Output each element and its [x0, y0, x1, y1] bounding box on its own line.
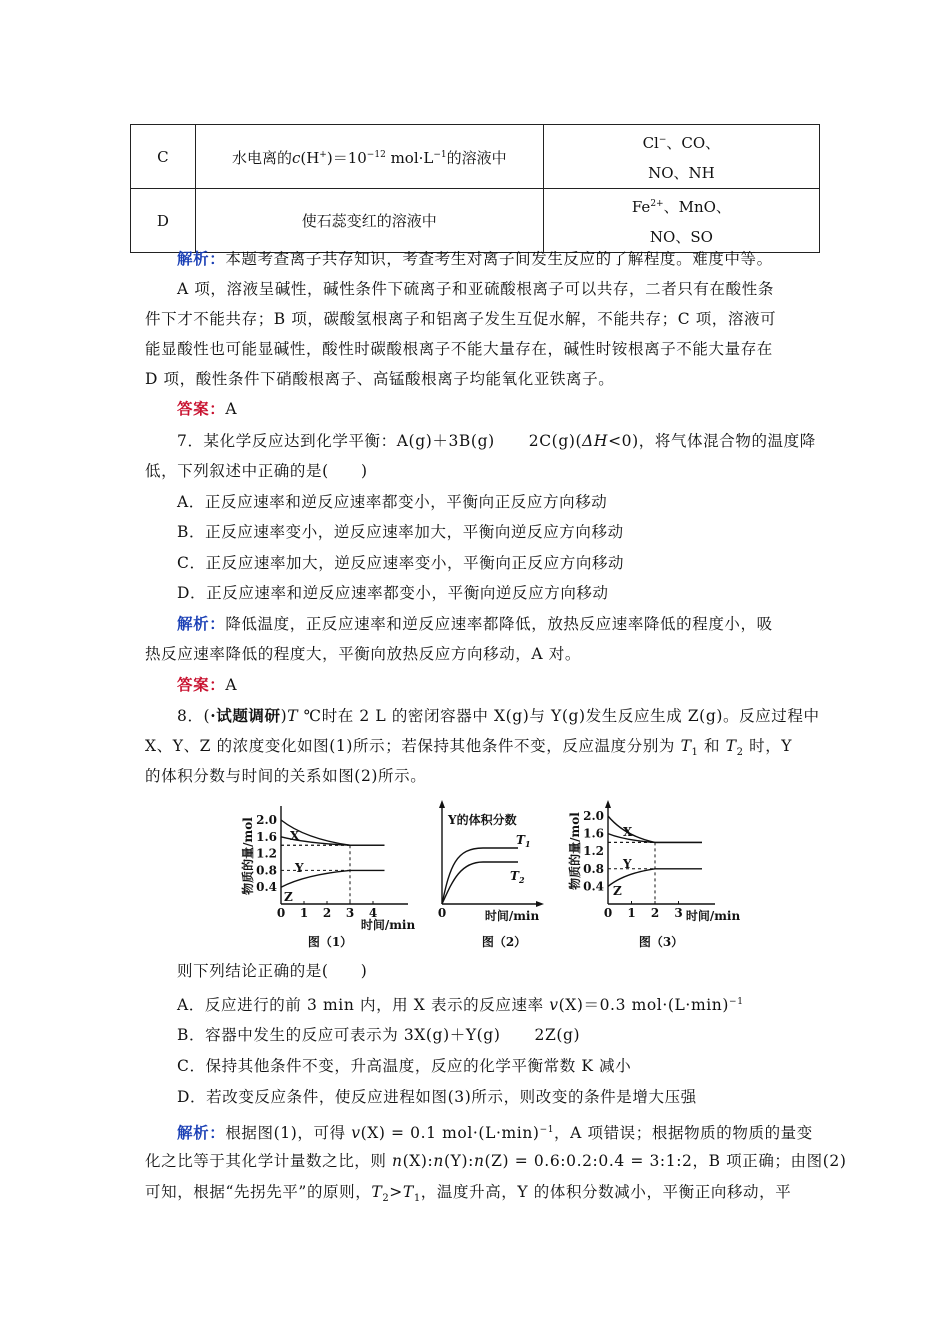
condition-cell: 水电离的$c(H^+)=10^{-12}$ $mol\cdot L^{-1}$的溶液中 — [195, 125, 543, 189]
x-tick-label: 2 — [650, 906, 660, 920]
table-row — [131, 189, 820, 253]
option-label: C — [131, 125, 196, 189]
fig2-y-arrow — [439, 800, 445, 808]
option-label: D — [131, 189, 196, 253]
fig1-xlabel: 时间/min — [360, 918, 416, 932]
q6-analysis-line: D 项，酸性条件下硝酸根离子、高锰酸根离子均能氧化亚铁离子。 — [145, 370, 615, 388]
q8-option-d: D．若改变反应条件，使反应进程如图(3)所示，则改变的条件是增大压强 — [177, 1088, 697, 1106]
q6-analysis-line: 件下才不能共存；B 项，碳酸氢根离子和铝离子发生互促水解，不能共存；C 项，溶液可 — [145, 310, 777, 328]
fig2-curve-t2 — [442, 862, 518, 904]
q8-analysis-line: 化之比等于其化学计量数之比，则 n(X):n(Y):n(Z) = 0.6:0.2:0.4 = 3:1:2，B 项正确；由图(2) — [145, 1152, 847, 1170]
y-tick-label: 1.2 — [583, 844, 604, 859]
q6-analysis-line: A 项，溶液呈碱性，碱性条件下硫离子和亚硫酸根离子可以共存，二者只有在酸性条 — [177, 280, 774, 298]
q7-option-c: C．正反应速率加大，逆反应速率变小，平衡向正反应方向移动 — [177, 554, 625, 572]
q6-analysis-line: 能显酸性也可能显碱性，酸性时碳酸根离子不能大量存在，碱性时铵根离子不能大量存在 — [145, 340, 773, 358]
y-tick-label: 0.4 — [583, 879, 604, 894]
fig2-ylabel: Y的体积分数 — [448, 813, 517, 827]
x-tick-label: 1 — [627, 906, 636, 920]
q6-answer: 答案：A — [177, 399, 238, 418]
q6-analysis: 解析：本题考查离子共存知识，考查考生对离子间发生反应的了解程度。难度中等。 — [177, 249, 773, 268]
fig2-origin: 0 — [437, 906, 447, 920]
x-tick-label: 2 — [322, 906, 332, 920]
figure-3 — [565, 796, 745, 954]
series-line-z — [608, 869, 702, 887]
q8-question: 则下列结论正确的是( ) — [177, 962, 368, 980]
y-tick-label: 1.6 — [583, 826, 604, 841]
fig3-label-y: Y — [623, 857, 632, 871]
fig2-xlabel: 时间/min — [484, 909, 540, 923]
fig1-ylabel: 物质的量/mol — [241, 817, 255, 895]
ions-cell: $Fe^{2+}$、MnO、 NO、SO — [543, 189, 819, 253]
fig3-caption: 图（3） — [638, 935, 684, 949]
fig3-label-z: Z — [613, 884, 622, 898]
x-tick-label: 4 — [368, 906, 378, 920]
q7-option-d: D．正反应速率和逆反应速率都变小，平衡向逆反应方向移动 — [177, 584, 609, 602]
x-tick-label: 3 — [345, 906, 355, 920]
q8-option-a: A．反应进行的前 3 min 内，用 X 表示的反应速率 v(X)＝0.3 $mol\cdot(L\cdot\min)^{-1}$ — [177, 996, 744, 1015]
y-tick-label: 0.4 — [256, 880, 277, 895]
fig1-label-z: Z — [284, 890, 293, 904]
q8-option-c: C．保持其他条件不变，升高温度，反应的化学平衡常数 K 减小 — [177, 1057, 632, 1075]
condition-cell: 使石蕊变红的溶液中 — [195, 189, 543, 253]
figure-2 — [428, 796, 553, 954]
fig2-label-t2: $T_2$ — [510, 869, 525, 885]
fig3-y-arrow — [605, 800, 611, 808]
x-tick-label: 3 — [674, 906, 683, 920]
q7-option-b: B．正反应速率变小，逆反应速率加大，平衡向逆反应方向移动 — [177, 523, 624, 541]
fig3-label-x: X — [623, 825, 633, 839]
fig2-x-arrow — [536, 901, 544, 907]
x-tick-label: 1 — [299, 906, 309, 920]
fig3-ylabel: 物质的量/mol — [568, 812, 582, 890]
y-tick-label: 1.6 — [256, 829, 277, 844]
y-tick-label: 2.0 — [256, 813, 277, 827]
figure-1 — [238, 796, 418, 954]
q8-option-b: B．容器中发生的反应可表示为 3X(g)＋Y(g) 2Z(g) — [177, 1026, 581, 1044]
q7-analysis: 解析：降低温度，正反应速率和逆反应速率都降低，放热反应速率降低的程度小，吸 — [177, 614, 773, 633]
q8-stem: 8．(·试题调研)T ℃时在 2 L 的密闭容器中 X(g)与 Y(g)发生反应生成 Z(g)。反应过程中 — [177, 706, 820, 725]
q8-stem-line: X、Y、Z 的浓度变化如图(1)所示；若保持其他条件不变，反应温度分别为 $T_1$ 和 $T_2$ 时，Y — [145, 737, 793, 759]
fig1-label-y: Y — [295, 861, 304, 875]
ions-cell: Cl−、CO、 NO、NH — [543, 125, 819, 189]
q8-analysis: 解析：根据图(1)，可得 v(X) = 0.1 $mol\cdot(L\cdot\min)^{-1}$，A 项错误；根据物质的物质的量变 — [177, 1123, 813, 1143]
fig2-label-t1: $T_1$ — [516, 833, 531, 849]
q7-option-a: A．正反应速率和逆反应速率都变小，平衡向正反应方向移动 — [177, 493, 608, 511]
x-tick-label: 0 — [603, 906, 613, 920]
y-tick-label: 0.8 — [583, 861, 604, 876]
fig2-curve-t1 — [442, 848, 518, 904]
fig3-xlabel: 时间/min — [685, 909, 741, 923]
q7-stem-line: 低，下列叙述中正确的是( ) — [145, 462, 368, 480]
fig1-caption: 图（1） — [307, 935, 353, 949]
q7-analysis-line: 热反应速率降低的程度大，平衡向放热反应方向移动，A 对。 — [145, 645, 581, 663]
ion-table — [130, 124, 820, 253]
q7-answer: 答案：A — [177, 675, 238, 694]
q7-stem: 7．某化学反应达到化学平衡：A(g)＋3B(g) 2C(g)(ΔH<0)，将气体混合物的温度降 — [177, 432, 816, 450]
fig1-label-x: X — [290, 829, 300, 843]
q8-stem-line: 的体积分数与时间的关系如图(2)所示。 — [145, 767, 427, 785]
y-tick-label: 0.8 — [256, 863, 277, 878]
y-tick-label: 1.2 — [256, 846, 277, 861]
fig2-caption: 图（2） — [481, 935, 527, 949]
x-tick-label: 0 — [276, 906, 286, 920]
y-tick-label: 2.0 — [583, 809, 604, 823]
q8-analysis-line: 可知，根据“先拐先平”的原则，$T_2>T_1$，温度升高，Y 的体积分数减小，平衡正向移动，平 — [145, 1183, 792, 1205]
table-row — [131, 125, 820, 189]
